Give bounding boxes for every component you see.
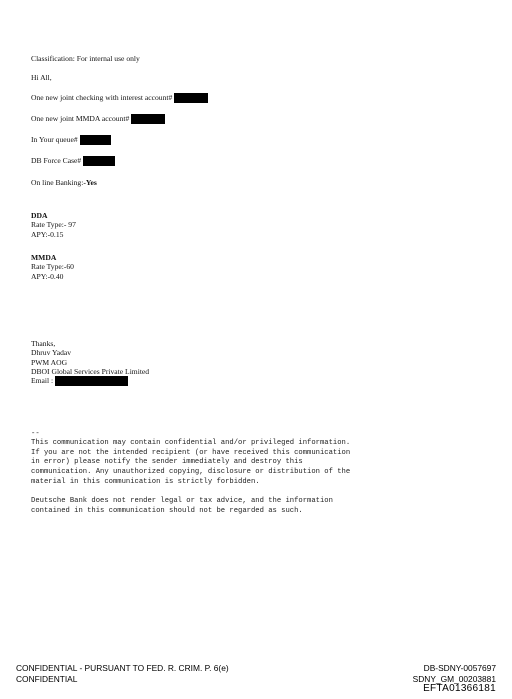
- mmda-rate: Rate Type:-60: [31, 262, 74, 271]
- redaction-block: [131, 114, 165, 124]
- footer-bates-sdny: SDNY_GM_00203881: [412, 674, 496, 684]
- mmda-account-label: One new joint MMDA account#: [31, 114, 130, 123]
- dda-heading: DDA: [31, 211, 48, 220]
- signature-company: DBOI Global Services Private Limited: [31, 367, 150, 376]
- signature-thanks: Thanks,: [31, 339, 56, 348]
- mmda-heading: MMDA: [31, 253, 57, 262]
- footer-confidential-rule: CONFIDENTIAL - PURSUANT TO FED. R. CRIM. P. 6(e): [16, 663, 229, 673]
- online-banking-label: On line Banking:: [31, 178, 84, 187]
- queue-line: [31, 135, 111, 145]
- mmda-account-line: [31, 114, 165, 124]
- disclaimer-block: [31, 439, 350, 488]
- disclaimer-line: in error) please notify the sender immediately and destroy this: [31, 458, 303, 467]
- classification-line: Classification: For internal use only: [31, 54, 140, 63]
- redaction-block: [174, 93, 208, 103]
- footer-confidential: CONFIDENTIAL: [16, 674, 78, 684]
- disclaimer-line: If you are not the intended recipient (or have received this communication: [31, 448, 351, 457]
- dda-apy: APY:-0.15: [31, 230, 64, 239]
- disclaimer-line: Deutsche Bank does not render legal or tax advice, and the information: [31, 497, 333, 505]
- signature-email-line: [31, 376, 128, 386]
- disclaimer-line: communication. Any unauthorized copying, disclosure or distribution of the: [31, 468, 351, 477]
- signature-dept: PWM AOG: [31, 358, 68, 367]
- disclaimer-block-2: [31, 497, 333, 516]
- online-banking-line: [31, 178, 97, 188]
- redaction-block: [80, 135, 111, 145]
- queue-label: In Your queue#: [31, 135, 78, 144]
- mmda-apy: APY:-0.40: [31, 272, 64, 281]
- footer-bates-efta: EFTA01366181: [423, 683, 496, 694]
- force-case-line: [31, 156, 115, 166]
- disclaimer-line: material in this communication is strictly forbidden.: [31, 477, 260, 486]
- disclaimer-separator: --: [31, 430, 40, 438]
- disclaimer-line: This communication may contain confidential and/or privileged information.: [31, 439, 351, 447]
- disclaimer-line: contained in this communication should not be regarded as such.: [31, 506, 303, 515]
- force-case-label: DB Force Case#: [31, 156, 82, 165]
- dda-rate: Rate Type:- 97: [31, 220, 76, 229]
- signature-email-label: Email :: [31, 376, 54, 385]
- redaction-block: [83, 156, 115, 166]
- signature-name: Dhruv Yadav: [31, 348, 72, 357]
- greeting: Hi All,: [31, 73, 52, 82]
- checking-line: [31, 93, 208, 103]
- footer-bates-db: DB-SDNY-0057697: [423, 663, 496, 673]
- checking-label: One new joint checking with interest account#: [31, 93, 173, 102]
- redaction-block: [55, 376, 128, 386]
- online-banking-value: -Yes: [83, 178, 97, 187]
